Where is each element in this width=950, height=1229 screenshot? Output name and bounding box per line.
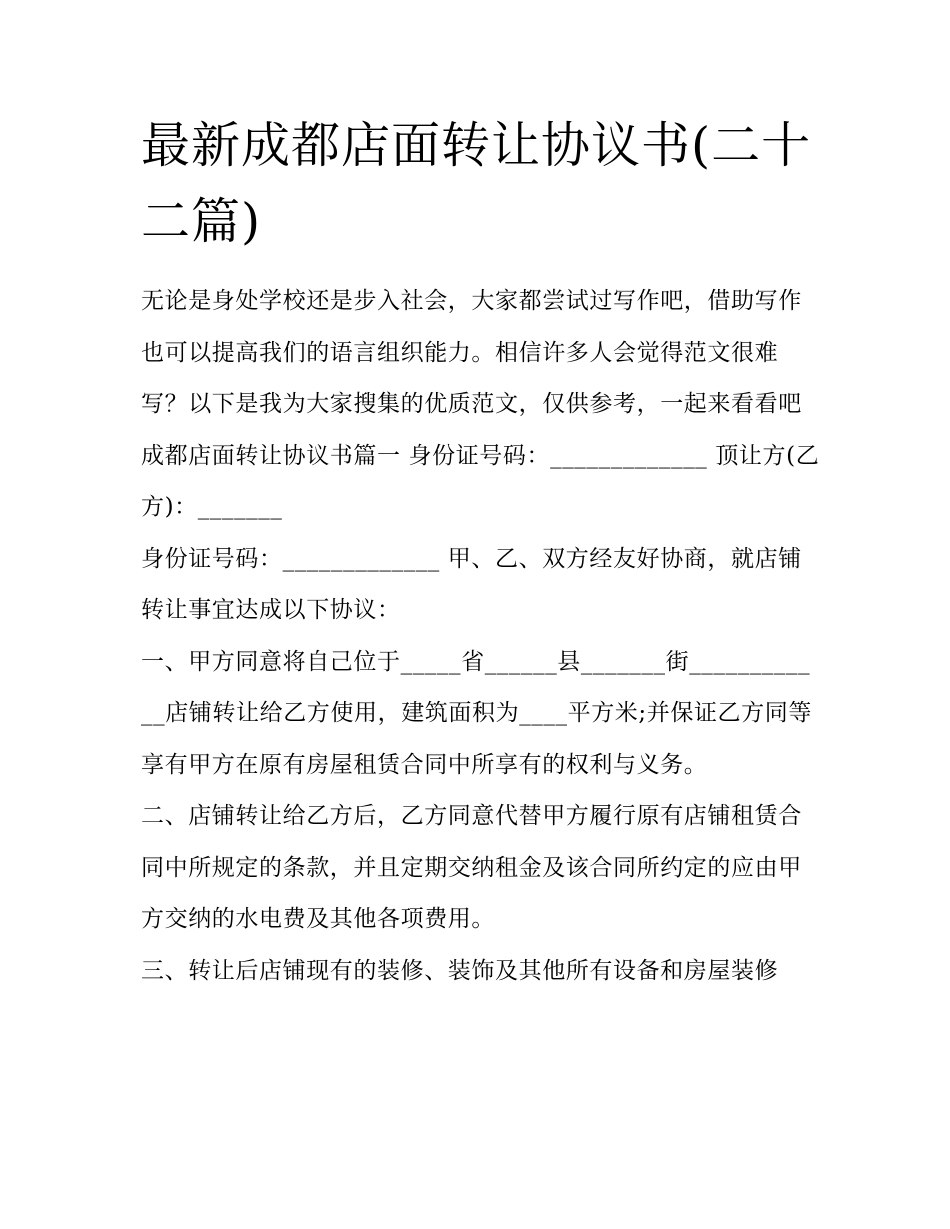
clause-three-paragraph: 三、转让后店铺现有的装修、装饰及其他所有设备和房屋装修 — [141, 957, 779, 984]
agreement-heading-paragraph: 成都店面转让协议书篇一 身份证号码：_____________ 顶让方(乙方)：_______ — [141, 442, 820, 520]
clause-one-paragraph: 一、甲方同意将自己位于_____省______县_______街____________店铺转让给乙方使用，建筑面积为____平方米;并保证乙方同等享有甲方在原有房屋租赁合同中所享有的权利与义务。 — [141, 648, 812, 778]
intro-paragraph: 无论是身处学校还是步入社会，大家都尝试过写作吧，借助写作也可以提高我们的语言组织能力。相信许多人会觉得范文很难写？以下是我为大家搜集的优质范文，仅供参考，一起来看看吧 — [141, 288, 802, 417]
document-title: 最新成都店面转让协议书(二十二篇) — [141, 117, 812, 250]
id-number-paragraph: 身份证号码：_____________ 甲、乙、双方经友好协商，就店铺转让事宜达成以下协议： — [141, 545, 802, 623]
document-content — [141, 108, 821, 997]
document-body — [141, 276, 821, 997]
clause-two-paragraph: 二、店铺转让给乙方后，乙方同意代替甲方履行原有店铺租赁合同中所规定的条款，并且定期交纳租金及该合同所约定的应由甲方交纳的水电费及其他各项费用。 — [141, 803, 802, 932]
